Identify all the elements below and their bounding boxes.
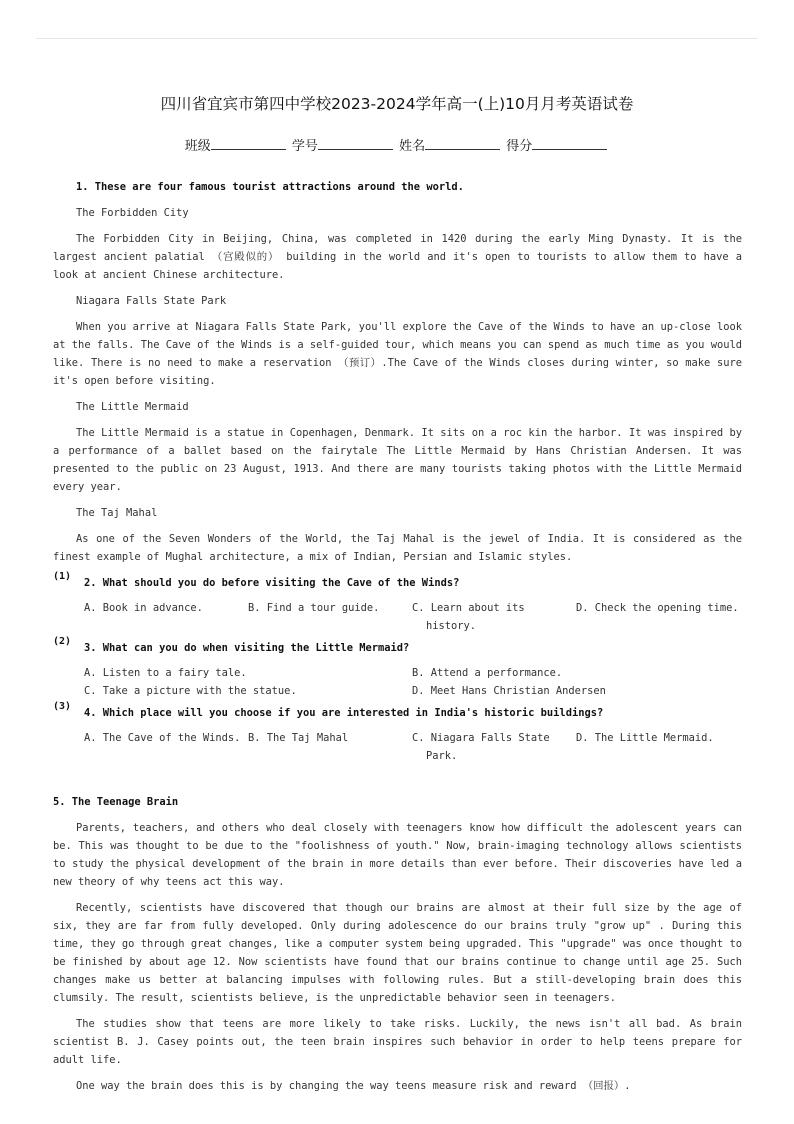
- section-text: As one of the Seven Wonders of the World, the Taj Mahal is the jewel of India. It is considered as the finest example of Mughal architecture, a mix of Indian, Persian and Islamic styles.: [53, 533, 742, 563]
- answer-option[interactable]: D. The Little Mermaid.: [576, 732, 714, 744]
- answer-option[interactable]: B. Attend a performance.: [412, 667, 563, 679]
- answer-option[interactable]: D. Check the opening time.: [576, 602, 739, 614]
- class-label: 班级: [184, 139, 211, 154]
- question: [53, 701, 742, 722]
- student-number-label: 学号: [291, 139, 318, 154]
- score-label: 得分: [506, 139, 533, 154]
- class-blank[interactable]: [211, 137, 286, 150]
- top-divider: [36, 38, 758, 39]
- section-text: The Forbidden City in Beijing, China, was completed in 1420 during the early Ming Dynasty. It is the largest ancient palatial （宫殿似的） building in the world and it's open to tourists to allow them to have a look at ancient Chinese architecture.: [53, 233, 742, 281]
- answer-option[interactable]: C. Take a picture with the statue.: [84, 685, 297, 697]
- section-title: The Little Mermaid: [76, 401, 189, 413]
- options-group: [53, 599, 742, 635]
- student-info-line: [0, 135, 794, 154]
- answer-option[interactable]: C. Niagara Falls State Park.: [412, 732, 550, 762]
- paragraph: The studies show that teens are more likely to take risks. Luckily, the news isn't all bad. As brain scientist B. J. Casey points out, the teen brain inspires such behavior in order to help teens prepare for adult life.: [53, 1018, 742, 1066]
- answer-option[interactable]: C. Learn about its history.: [412, 602, 525, 632]
- question-text: 4. Which place will you choose if you are interested in India's historic buildings?: [84, 707, 604, 719]
- student-number-blank[interactable]: [318, 137, 393, 150]
- exam-content: [53, 178, 742, 1103]
- score-blank[interactable]: [532, 137, 607, 150]
- options-group: [53, 664, 742, 700]
- section-title: The Taj Mahal: [76, 507, 158, 519]
- passage1-heading: 1. These are four famous tourist attractions around the world.: [76, 181, 464, 193]
- section-text: When you arrive at Niagara Falls State Park, you'll explore the Cave of the Winds to have an up-close look at the falls. The Cave of the Winds is a self-guided tour, which means you can spend as much time as you would like. There is no need to make a reservation （预订）.The Cave of the Winds closes during winter, so make sure it's open before visiting.: [53, 321, 742, 387]
- answer-option[interactable]: A. Listen to a fairy tale.: [84, 667, 247, 679]
- question: [53, 636, 742, 657]
- question: [53, 571, 742, 592]
- name-label: 姓名: [399, 139, 426, 154]
- question-number: (3): [53, 701, 72, 712]
- paragraph: One way the brain does this is by changing the way teens measure risk and reward （回报）.: [76, 1080, 631, 1092]
- answer-option[interactable]: A. Book in advance.: [84, 602, 203, 614]
- section-title: The Forbidden City: [76, 207, 189, 219]
- paragraph: Parents, teachers, and others who deal closely with teenagers know how difficult the adolescent years can be. This was thought to be due to the "foolishness of youth." Now, brain-imaging technology allows scientists to study the physical development of the brain in more details than ever before. Their discoveries have led a new theory of why teens act this way.: [53, 822, 742, 888]
- name-blank[interactable]: [425, 137, 500, 150]
- answer-option[interactable]: A. The Cave of the Winds.: [84, 732, 241, 744]
- question-number: (1): [53, 571, 72, 582]
- question-number: (2): [53, 636, 72, 647]
- section-text: The Little Mermaid is a statue in Copenhagen, Denmark. It sits on a roc kin the harbor. It was inspired by a performance of a ballet based on the fairytale The Little Mermaid by Hans Christian Andersen. It was presented to the public on 23 August, 1913. And there are many tourists taking photos with the Little Mermaid every year.: [53, 427, 742, 493]
- question-text: 2. What should you do before visiting the Cave of the Winds?: [84, 577, 460, 589]
- answer-option[interactable]: B. Find a tour guide.: [248, 602, 380, 614]
- passage2-title: 5. The Teenage Brain: [53, 796, 179, 808]
- answer-option[interactable]: B. The Taj Mahal: [248, 732, 349, 744]
- paragraph: Recently, scientists have discovered that though our brains are almost at their full size by the age of six, they are far from fully developed. Only during adolescence do our brains truly "grow up" . During this time, they go through great changes, like a computer system being upgraded. This "upgrade" was once thought to be finished by about age 12. Now scientists have found that our brains continue to change until age 25. Such changes make us better at balancing impulses with following rules. But a still-developing brain does this clumsily. The result, scientists believe, is the unpredictable behavior seen in teenagers.: [53, 902, 742, 1004]
- answer-option[interactable]: D. Meet Hans Christian Andersen: [412, 685, 606, 697]
- options-group: [53, 729, 742, 765]
- section-title: Niagara Falls State Park: [76, 295, 227, 307]
- exam-title: 四川省宜宾市第四中学校2023-2024学年高一(上)10月月考英语试卷: [160, 95, 634, 113]
- question-text: 3. What can you do when visiting the Little Mermaid?: [84, 642, 410, 654]
